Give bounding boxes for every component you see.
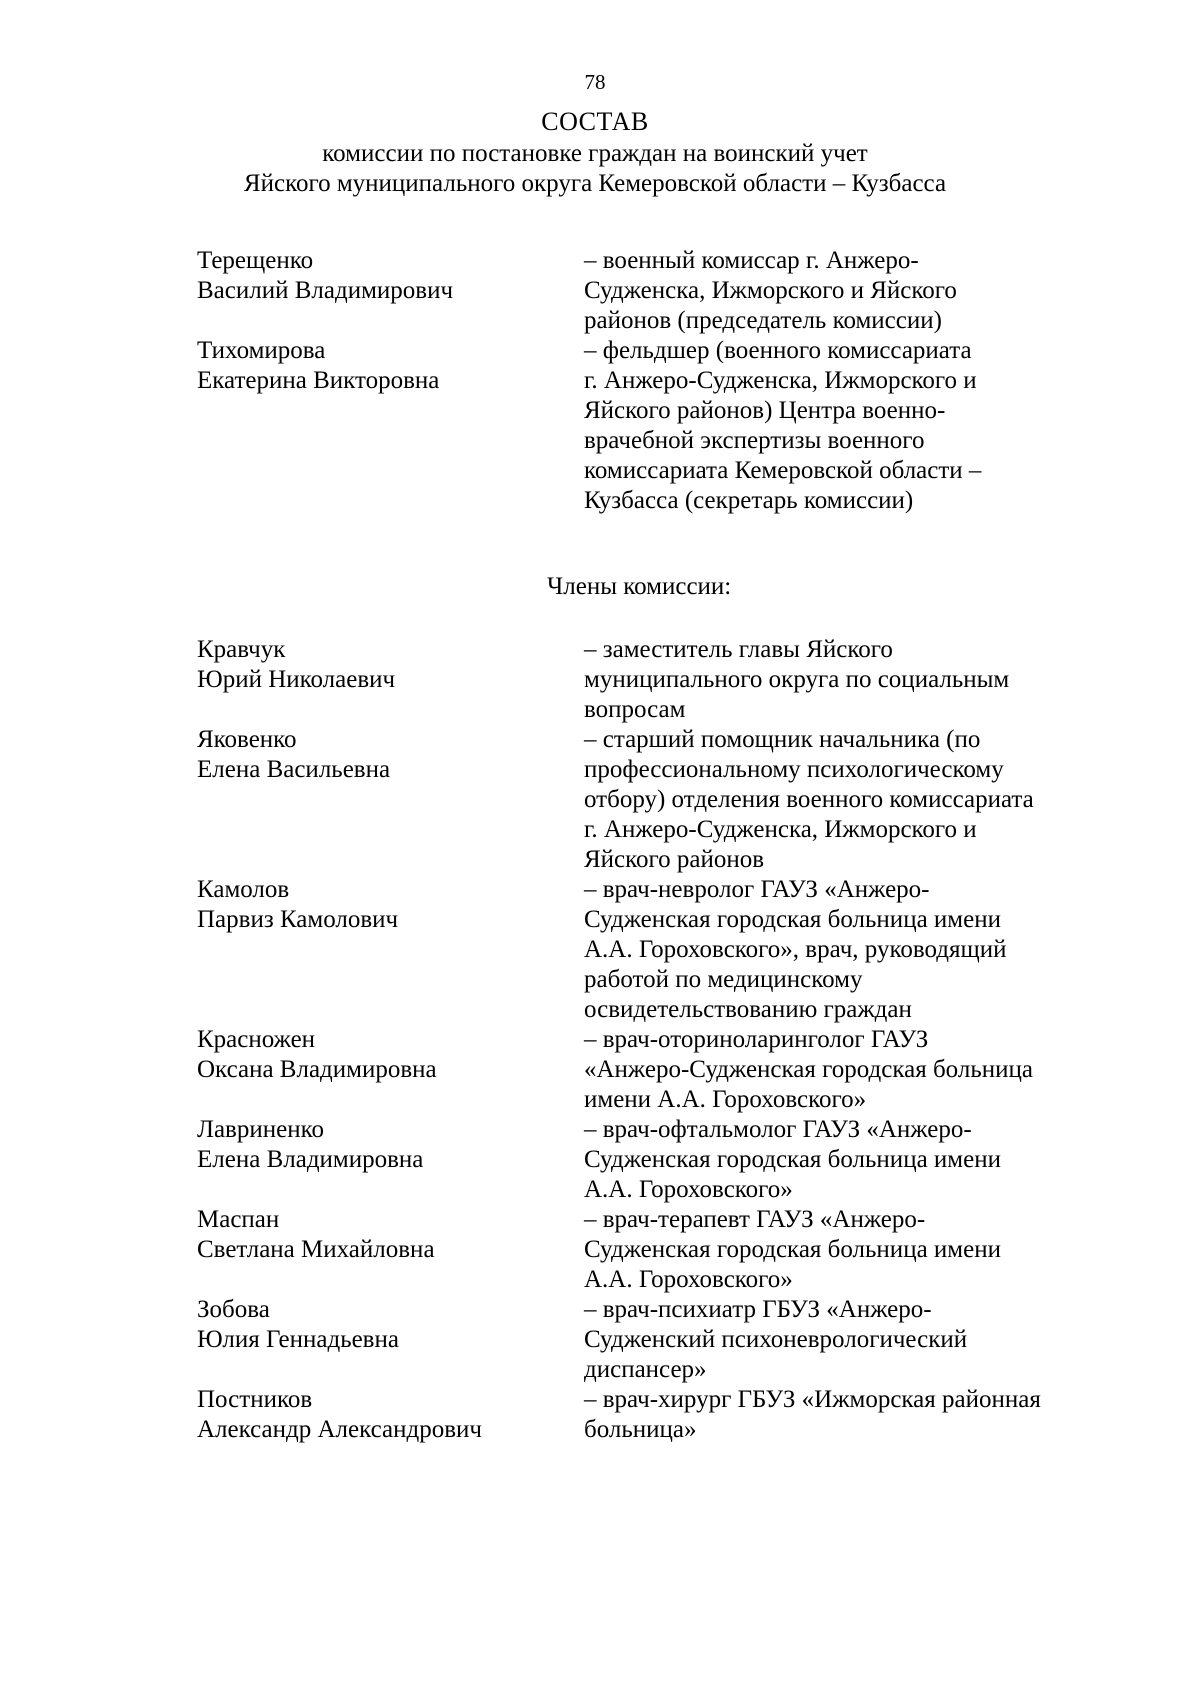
member-name [197,1025,584,1115]
document-subtitle-line-1: комиссии по постановке граждан на воинский учет [322,140,868,167]
member-surname: Терещенко [197,247,314,274]
member-role: – военный комиссар г. Анжеро- Судженска, Ижморского и Яйского районов (председатель комиссии) [584,247,957,334]
member-surname: Тихомирова [197,337,326,364]
document-heading [0,105,1190,199]
member-given-names: Юрий Николаевич [197,666,396,693]
member-name [197,246,584,336]
member-surname: Лавриненко [197,1116,324,1143]
member-role: – врач-невролог ГАУЗ «Анжеро- Судженская городская больница имени А.А. Гороховского», врач, руководящий работой по медицинскому освидетельствованию граждан [584,876,1007,1023]
member-entry [197,635,1127,725]
member-name [197,725,584,875]
member-surname: Маспан [197,1206,280,1233]
member-role: – врач-терапевт ГАУЗ «Анжеро- Судженская городская больница имени А.А. Гороховского» [584,1206,1001,1293]
member-name [197,635,584,725]
member-given-names: Екатерина Викторовна [197,367,440,394]
member-surname: Камолов [197,876,290,903]
member-given-names: Юлия Геннадьевна [197,1326,399,1353]
member-surname: Кравчук [197,636,286,663]
member-entry [197,1025,1127,1115]
member-given-names: Светлана Михайловна [197,1236,435,1263]
member-given-names: Василий Владимирович [197,277,454,304]
page-number: 78 [584,70,606,94]
member-entry [197,246,1127,336]
document-subtitle-line-2: Яйского муниципального округа Кемеровской области – Кузбасса [243,170,947,197]
member-given-names: Парвиз Камолович [197,906,399,933]
member-entry [197,1295,1127,1385]
member-entry [197,1385,1127,1445]
commission-leadership-list [197,246,1127,516]
document-title: СОСТАВ [541,107,649,136]
member-name [197,1295,584,1385]
member-role: – фельдшер (военного комиссариата г. Анжеро-Судженска, Ижморского и Яйского районов) Центра военно- врачебной экспертизы военного комиссариата Кемеровской области – Кузбасса (секретарь комиссии) [584,337,982,514]
member-entry [197,1205,1127,1295]
member-surname: Постников [197,1386,313,1413]
member-name [197,1205,584,1295]
member-surname: Яковенко [197,726,297,753]
member-role: – врач-офтальмолог ГАУЗ «Анжеро- Судженская городская больница имени А.А. Гороховского» [584,1116,1001,1203]
member-name [197,875,584,1025]
member-entry [197,875,1127,1025]
member-given-names: Александр Александрович [197,1416,482,1443]
member-role: – врач-оториноларинголог ГАУЗ «Анжеро-Судженская городская больница имени А.А. Гороховского» [584,1026,1033,1113]
commission-members-list [197,635,1127,1445]
member-given-names: Елена Васильевна [197,756,391,783]
member-entry [197,336,1127,516]
member-name [197,336,584,516]
member-role: – врач-хирург ГБУЗ «Ижморская районная больница» [584,1386,1041,1443]
member-role: – врач-психиатр ГБУЗ «Анжеро- Судженский психоневрологический диспансер» [584,1296,968,1383]
member-given-names: Оксана Владимировна [197,1056,437,1083]
member-role: – заместитель главы Яйского муниципального округа по социальным вопросам [584,636,1010,723]
member-entry [197,725,1127,875]
member-entry [197,1115,1127,1205]
member-surname: Красножен [197,1026,316,1053]
member-role: – старший помощник начальника (по профессиональному психологическому отбору) отделения военного комиссариата г. Анжеро-Судженска, Ижморского и Яйского районов [584,726,1034,873]
members-section-heading: Члены комиссии: [547,573,732,600]
member-surname: Зобова [197,1296,270,1323]
member-given-names: Елена Владимировна [197,1146,424,1173]
member-name [197,1385,584,1445]
member-name [197,1115,584,1205]
